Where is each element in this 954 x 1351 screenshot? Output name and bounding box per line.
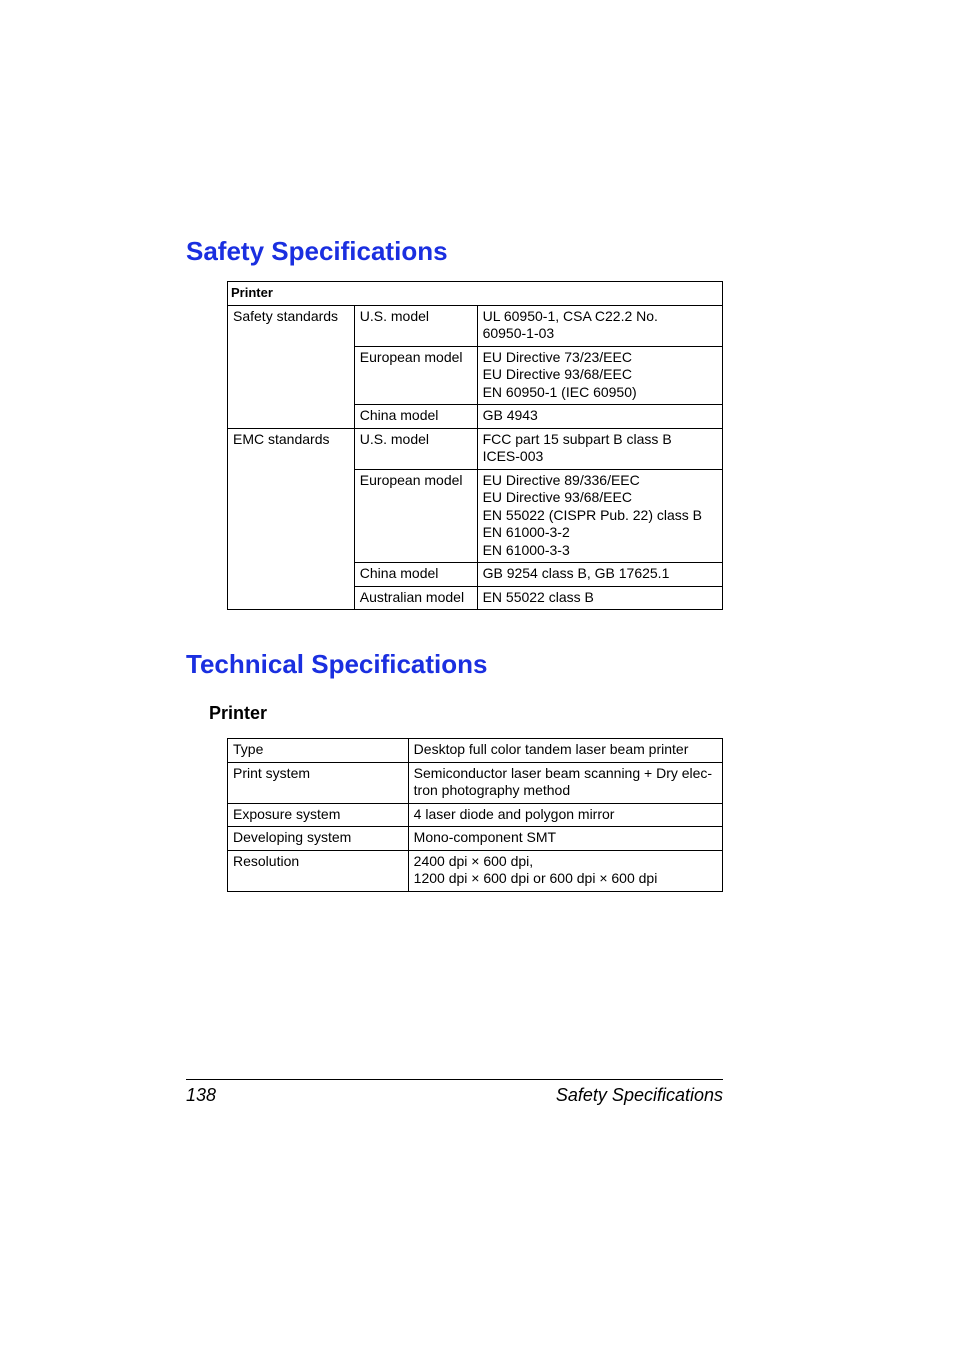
spec-value [408, 762, 722, 803]
table-row [228, 850, 723, 891]
standard-line: GB 4943 [482, 407, 538, 423]
standard-line: EU Directive 93/68/EEC [482, 366, 632, 382]
spec-line: Desktop full color tandem laser beam printer [413, 741, 689, 757]
standard-line: EU Directive 93/68/EEC [482, 489, 632, 505]
standard-cell [477, 405, 722, 429]
standard-line: ICES-003 [482, 448, 544, 464]
printer-specifications-table [227, 738, 723, 892]
spec-line: 2400 dpi × 600 dpi, [413, 852, 534, 869]
spec-line: Semiconductor laser beam scanning + Dry elec- [413, 764, 713, 781]
spec-label: Exposure system [228, 803, 409, 827]
model-cell: European model [354, 469, 477, 563]
printer-subheading: Printer [209, 703, 268, 723]
spec-label: Type [228, 739, 409, 763]
group-label-safety-standards: Safety standards [228, 305, 355, 428]
standard-line: EN 55022 (CISPR Pub. 22) class B [482, 506, 703, 523]
table-row [228, 762, 723, 803]
standard-line: EN 61000-3-3 [482, 541, 570, 558]
standard-cell [477, 346, 722, 405]
standard-line: EN 61000-3-2 [482, 524, 570, 540]
page-number: 138 [186, 1085, 217, 1105]
model-cell: China model [354, 405, 477, 429]
spec-value [408, 827, 722, 851]
spec-label: Developing system [228, 827, 409, 851]
standard-cell [477, 469, 722, 563]
spec-line: Mono-component SMT [413, 829, 557, 845]
spec-value [408, 803, 722, 827]
standard-line: EN 60950-1 (IEC 60950) [482, 383, 637, 400]
standard-line: EN 55022 class B [482, 588, 594, 605]
spec-label: Print system [228, 762, 409, 803]
table-row [228, 803, 723, 827]
table-row [228, 739, 723, 763]
safety-specifications-heading: Safety Specifications [186, 236, 448, 266]
model-cell: U.S. model [354, 305, 477, 346]
spec-value [408, 850, 722, 891]
standard-cell [477, 305, 722, 346]
spec-line: 1200 dpi × 600 dpi or 600 dpi × 600 dpi [413, 870, 658, 886]
table-row [228, 827, 723, 851]
standard-cell [477, 428, 722, 469]
table-header-printer: Printer [228, 282, 723, 306]
standard-cell [477, 563, 722, 587]
spec-line: tron photography method [413, 782, 571, 798]
spec-line: 4 laser diode and polygon mirror [413, 805, 615, 822]
standard-cell [477, 586, 722, 610]
footer-divider [186, 1079, 723, 1080]
model-cell: U.S. model [354, 428, 477, 469]
table-header-row [228, 282, 723, 306]
standard-line: FCC part 15 subpart B class B [482, 430, 672, 447]
spec-value [408, 739, 722, 763]
model-cell: China model [354, 563, 477, 587]
table-row [228, 305, 723, 346]
safety-specifications-table [227, 281, 723, 610]
model-cell: European model [354, 346, 477, 405]
table-row [228, 428, 723, 469]
model-cell: Australian model [354, 586, 477, 610]
group-label-emc-standards: EMC standards [228, 428, 355, 610]
standard-line: GB 9254 class B, GB 17625.1 [482, 565, 670, 581]
standard-line: 60950-1-03 [482, 325, 555, 341]
technical-specifications-heading: Technical Specifications [186, 649, 488, 679]
standard-line: EU Directive 73/23/EEC [482, 348, 632, 365]
standard-line: EU Directive 89/336/EEC [482, 471, 640, 488]
spec-label: Resolution [228, 850, 409, 891]
footer-section-title: Safety Specifications [555, 1085, 723, 1105]
standard-line: UL 60950-1, CSA C22.2 No. [482, 307, 658, 324]
